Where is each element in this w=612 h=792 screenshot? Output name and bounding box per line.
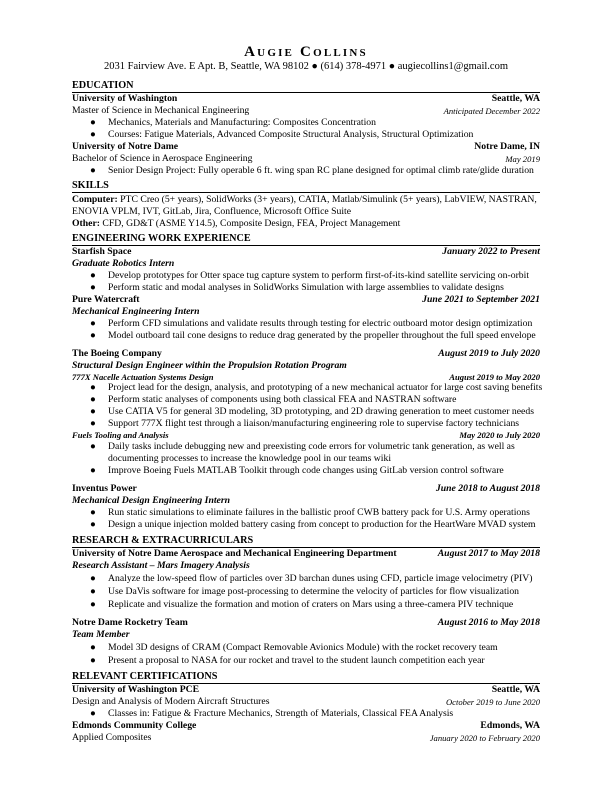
contact-line: 2031 Fairview Ave. E Apt. B, Seattle, WA 98102 ● (614) 378-4971 ● augiecollins1@gmail.com (104, 61, 508, 72)
org-role: Team Member (72, 629, 130, 640)
job-dates: June 2018 to August 2018 (435, 483, 540, 494)
section-research: RESEARCH & EXTRACURRICULARS (72, 535, 540, 548)
cert-location: Edmonds, WA (480, 720, 540, 731)
company-name: The Boeing Company (72, 348, 162, 359)
cert-course-row (72, 696, 540, 708)
org-header (72, 548, 540, 560)
skills-computer: Computer: PTC Creo (5+ years), SolidWorks (3+ years), CATIA, Matlab/Simulink (5+ years), LabVIEW, NASTRAN, ENOVIA VPLM, IVT, GitLab, Jira, Confluence, Microsoft Office Suite (72, 194, 537, 217)
subproject-dates: May 2020 to July 2020 (459, 430, 540, 440)
job-role-row (72, 495, 540, 507)
job-role: Graduate Robotics Intern (72, 258, 175, 269)
cert-dates: October 2019 to June 2020 (445, 697, 540, 707)
degree: Bachelor of Science in Aerospace Engineering (72, 153, 253, 164)
org-role-row (72, 629, 540, 641)
edu-row (72, 105, 540, 117)
school-location: Seattle, WA (491, 93, 540, 104)
job-role-row (72, 306, 540, 318)
org-role-row (72, 560, 540, 572)
org-dates: August 2016 to May 2018 (437, 617, 540, 628)
company-name: Pure Watercraft (72, 294, 140, 305)
job-dates: January 2022 to Present (442, 246, 540, 257)
edu-row (72, 93, 540, 105)
resume-page: Augie Collins 2031 Fairview Ave. E Apt. B, Seattle, WA 98102 ● (614) 378-4971 ● augiecollins1@gmail.com EDUCATION University of Washington Seattle, WA Master of Science in Mechanical Engineering Anticipated December 2022 ● Mechanics, Materials and Manufacturing: Composites Concentration ● Courses: Fatigue Materials, Advanced Composite Structural Analysis, Structural Optimization University of Notre Dame Notre Dame, IN Bachelor of Science in Aerospace Engineering May 2019 ● Senior Design Project: Fully operable 6 ft. wing span RC plane designed for optimal climb rate/glide duration SKILLS Computer: PTC Creo (5+ years), SolidWorks (3+ years), CATIA, Matlab/Simulink (5+ years), LabVIEW, NASTRAN, ENOVIA VPLM, IVT, GitLab, Jira, Confluence, Microsoft Office Suite Other: CFD, GD&T (ASME Y14.5), Composite Design, FEA, Project Management ENGINEERING WORK EXPERIENCE Starfish Space January 2022 to Present Graduate Robotics Intern ● Develop prototypes for Otter space tug capture system to perform first-of-its-kind satellite servicing on-orbit ● Perform static and modal analyses in SolidWorks Simulation with large assemblies to validate designs Pure Watercraft June 2021 to September 2021 Mechanical Engineering Intern ● Perform CFD simulations and validate results through testing for electric outboard motor design optimization ● Model outboard tail cone designs to reduce drag generated by the propeller throughout the full speed envelope The Boeing Company August 2019 to July 2020 Structural Design Engineer within the Propulsion Rotation Program 777X Nacelle Actuation Systems Design August 2019 to May 2020 ● Project lead for the design, analysis, and prototyping of a new mechanical actuator for large cost saving benefits ● Perform static analyses of components using both classical FEA and NASTRAN software ● Use CATIA V5 for general 3D modeling, 3D prototyping, and 2D drawing generation to meet customer needs ● Support 777X flight test through a liaison/manufacturing engineering role to supervise factory technicians Fuels Tooling and Analysis May 2020 to July 2020 ● Daily tasks include debugging new and preexisting code errors for volumetric tank generation, as well as documenting processes to increase the knowledge pool in our teams wiki ● Improve Boeing Fuels MATLAB Toolkit through code changes using GitLab version control software Inventus Power June 2018 to August 2018 Mechanical Design Engineering Intern ● Run static simulations to eliminate failures in the ballistic proof CWB battery pack for U.S. Army operations ● Design a unique injection molded battery casing from concept to production for the HeartWare MVAD system RESEARCH & EXTRACURRICULARS University of Notre Dame Aerospace and Mechanical Engineering Department August 2017 to May 2018 Research Assistant – Mars Imagery Analysis ● Analyze the low-speed flow of particles over 3D barchan dunes using CFD, particle image velocimetry (PIV) ● Use DaVis software for image post-processing to determine the velocity of particles for flow visualization ● Replicate and visualize the formation and motion of craters on Mars using a three-camera PIV technique Notre Dame Rocketry Team August 2016 to May 2018 Team Member ● Model 3D designs of CRAM (Compact Removable Avionics Module) with the rocket recovery team ● Present a proposal to NASA for our rocket and travel to the student launch competition each year RELEVANT CERTIFICATIONS University of Washington PCE Seattle, WA Design and Analysis of Modern Aircraft Structures October 2019 to June 2020 ● Classes in: Fatigue & Fracture Mechanics, Strength of Materials, Classical FEA Analysis Edmonds Community College Edmonds, WA Applied Composites January 2020 to February 2020 (0, 0, 612, 792)
job-header (72, 483, 540, 495)
cert-course-row (72, 732, 540, 744)
cert-course: Applied Composites (72, 732, 152, 743)
org-name: Notre Dame Rocketry Team (72, 617, 188, 628)
edu-row (72, 153, 540, 165)
company-name: Inventus Power (72, 483, 137, 494)
job-header (72, 294, 540, 306)
school-name: University of Notre Dame (72, 141, 179, 152)
job-role: Mechanical Engineering Intern (72, 306, 200, 317)
org-header (72, 617, 540, 629)
cert-header (72, 684, 540, 696)
cert-dates: January 2020 to February 2020 (429, 733, 540, 743)
school-name: University of Washington (72, 93, 178, 104)
section-skills: SKILLS (72, 180, 540, 193)
subproject-dates: August 2019 to May 2020 (449, 372, 540, 382)
section-education: EDUCATION (72, 80, 540, 93)
school-location: Notre Dame, IN (474, 141, 540, 152)
cert-location: Seattle, WA (491, 684, 540, 695)
subproject-title: 777X Nacelle Actuation Systems Design (72, 372, 214, 382)
section-certifications: RELEVANT CERTIFICATIONS (72, 671, 540, 684)
job-role: Mechanical Design Engineering Intern (72, 495, 230, 506)
job-header (72, 348, 540, 360)
degree-date: May 2019 (505, 154, 540, 164)
cert-header (72, 720, 540, 732)
org-dates: August 2017 to May 2018 (437, 548, 540, 559)
degree: Master of Science in Mechanical Engineering (72, 105, 250, 116)
degree-date: Anticipated December 2022 (443, 106, 540, 116)
job-role: Structural Design Engineer within the Propulsion Rotation Program (72, 360, 347, 371)
section-experience: ENGINEERING WORK EXPERIENCE (72, 233, 540, 246)
job-dates: August 2019 to July 2020 (438, 348, 540, 359)
org-role: Research Assistant – Mars Imagery Analysis (72, 560, 250, 571)
cert-course: Design and Analysis of Modern Aircraft Structures (72, 696, 270, 707)
skills-other: Other: CFD, GD&T (ASME Y14.5), Composite Design, FEA, Project Management (72, 218, 401, 229)
cert-org: Edmonds Community College (72, 720, 197, 731)
subproject-header (72, 429, 540, 441)
cert-org: University of Washington PCE (72, 684, 200, 695)
org-name: University of Notre Dame Aerospace and Mechanical Engineering Department (72, 548, 397, 559)
candidate-name: Augie Collins (244, 44, 368, 60)
job-role-row (72, 258, 540, 270)
job-header (72, 246, 540, 258)
job-dates: June 2021 to September 2021 (422, 294, 540, 305)
edu-row (72, 141, 540, 153)
subproject-title: Fuels Tooling and Analysis (72, 430, 169, 440)
company-name: Starfish Space (72, 246, 132, 257)
